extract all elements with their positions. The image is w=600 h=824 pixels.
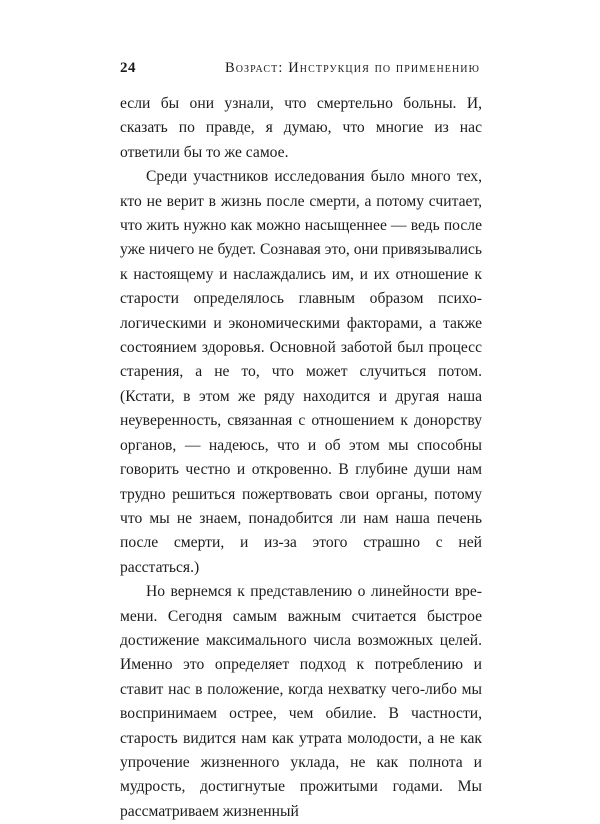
page-number: 24 — [120, 60, 136, 76]
running-title: Возраст: Инструкция по применению — [224, 60, 480, 76]
paragraph: Но вернемся к представлению о линейности времени. Сегодня самым важным считается быстрое достижение максимального числа возможных целей. Именно это определяет подход к потреблению и ставит нас в положение, когда нехватку чего-либо мы воспринимаем острее, чем обилие. В частности, старость видится нам как утрата молодости, а не как упрочение жизненного уклада, не как полнота и мудрость, достигнутые прожитыми годами. Мы рассматриваем жизненный — [120, 583, 482, 820]
running-head — [120, 60, 480, 80]
paragraph: Среди участников исследования было много тех, кто не верит в жизнь после смерти, а потому считает, что жить нужно как можно насыщеннее — ведь после уже ничего не будет. Сознавая это, они привязывались к настоящему и наслаждались им, и их отношение к старости определялось главным образом психологическими и экономическими факторами, а также состоянием здоровья. Основной заботой был процесс старения, а не то, что может случиться потом. (Кстати, в этом же ряду находится и другая наша неуверенность, связанная с отношением к донорству органов, — надеюсь, что и об этом мы способны говорить честно и откровенно. В глубине души нам трудно решиться пожертвовать свои органы, потому что мы не знаем, понадобится ли нам наша печень после смерти, и из-за этого страшно с ней расстаться.) — [120, 168, 482, 576]
paragraph-continued: если бы они узнали, что смертельно больны. И, сказать по правде, я думаю, что многие из нас ответили бы то же самое. — [120, 95, 482, 161]
body-text — [120, 92, 482, 824]
